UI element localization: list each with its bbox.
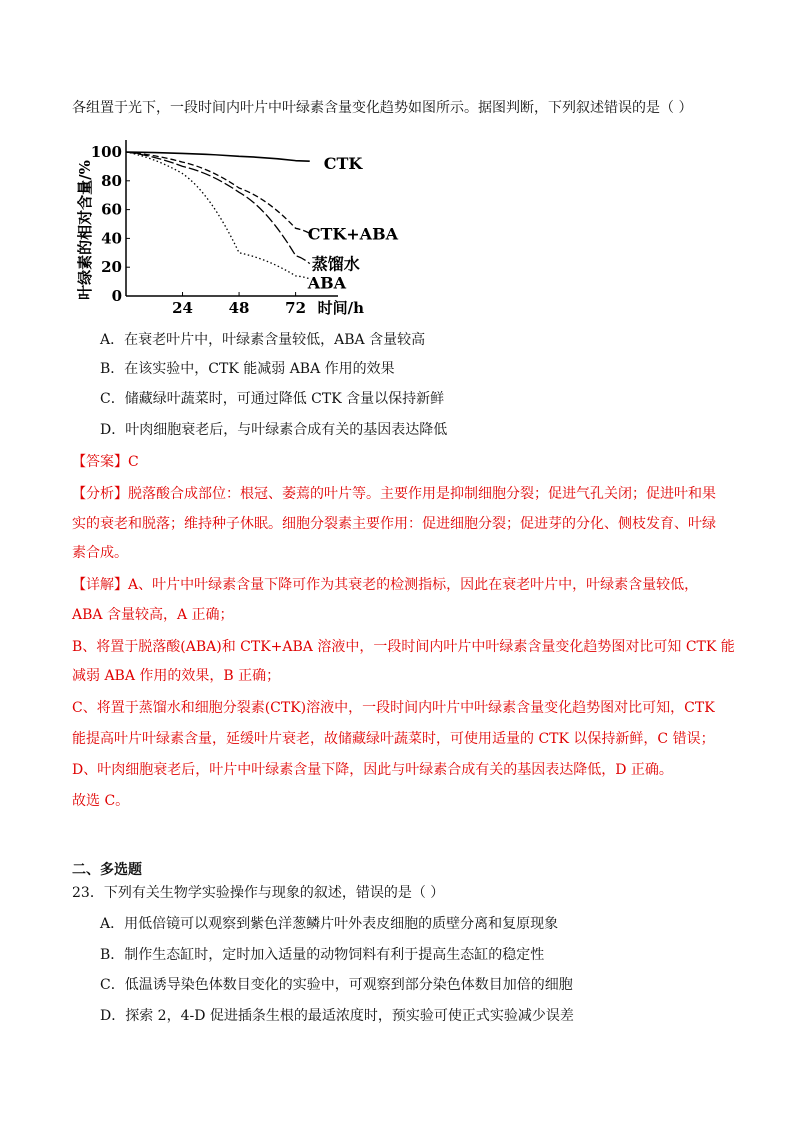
series-line-CTK+ABA	[126, 152, 310, 233]
analysis-line: 【分析】脱落酸合成部位：根冠、萎蔫的叶片等。主要作用是抑制细胞分裂；促进气孔关闭；促进叶和果	[72, 486, 716, 502]
detail-line: C、将置于蒸馏水和细胞分裂素(CTK)溶液中，一段时间内叶片中叶绿素含量变化趋势图对比可知，CTK	[72, 700, 715, 716]
y-tick-label: 20	[101, 258, 122, 277]
y-tick-label: 80	[101, 171, 122, 190]
q23-stem: 23．下列有关生物学实验操作与现象的叙述，错误的是（ ）	[72, 885, 445, 901]
option-a: A．在衰老叶片中，叶绿素含量较低，ABA 含量较高	[100, 332, 426, 348]
detail-line: 【详解】A、叶片中叶绿素含量下降可作为其衰老的检测指标，因此在衰老叶片中，叶绿素含量较低，	[72, 577, 699, 593]
option-c: C．储藏绿叶蔬菜时，可通过降低 CTK 含量以保持新鲜	[100, 391, 445, 407]
chlorophyll-chart	[68, 132, 399, 317]
series-label-CTK+ABA: CTK+ABA	[307, 224, 399, 244]
series-label-CTK: CTK	[323, 154, 363, 174]
y-tick-label: 100	[90, 143, 122, 161]
section-title: 二、多选题	[72, 862, 142, 878]
detail-line: 故选 C。	[72, 793, 130, 809]
x-tick-label: 48	[228, 299, 250, 317]
y-axis-label: 叶绿素的相对含量/%	[76, 160, 94, 300]
analysis-line: 素合成。	[72, 545, 128, 561]
q23-option-a: A．用低倍镜可以观察到紫色洋葱鳞片叶外表皮细胞的质壁分离和复原现象	[100, 916, 559, 932]
answer: 【答案】C	[72, 454, 139, 470]
detail-line: 能提高叶片叶绿素含量，延缓叶片衰老，故储藏绿叶蔬菜时，可使用适量的 CTK 以保持新鲜，C 错误；	[72, 731, 715, 747]
x-tick-label: 72	[285, 299, 307, 317]
x-axis-label: 时间/h	[317, 299, 364, 317]
series-line-蒸馏水	[126, 152, 310, 264]
q23-option-d: D．探索 2，4-D 促进插条生根的最适浓度时，预实验可使正式实验减少误差	[100, 1008, 574, 1024]
detail-line: ABA 含量较高，A 正确；	[72, 607, 234, 623]
detail-line: 减弱 ABA 作用的效果，B 正确；	[72, 668, 281, 684]
series-label-ABA: ABA	[307, 273, 347, 293]
series-label-蒸馏水: 蒸馏水	[311, 254, 360, 274]
question-intro: 各组置于光下，一段时间内叶片中叶绿素含量变化趋势如图所示。据图判断，下列叙述错误的是（ ）	[72, 100, 693, 116]
q23-option-b: B．制作生态缸时，定时加入适量的动物饲料有利于提高生态缸的稳定性	[100, 947, 545, 963]
y-tick-label: 60	[101, 200, 122, 219]
x-tick-label: 24	[172, 299, 193, 317]
option-d: D．叶肉细胞衰老后，与叶绿素合成有关的基因表达降低	[100, 422, 448, 438]
detail-line: D、叶肉细胞衰老后，叶片中叶绿素含量下降，因此与叶绿素合成有关的基因表达降低，D 正确。	[72, 762, 673, 778]
option-b: B．在该实验中，CTK 能减弱 ABA 作用的效果	[100, 361, 395, 377]
y-tick-label: 0	[111, 287, 122, 305]
detail-line: B、将置于脱落酸(ABA)和 CTK+ABA 溶液中，一段时间内叶片中叶绿素含量变化趋势图对比可知 CTK 能	[72, 639, 735, 655]
y-tick-label: 40	[101, 229, 122, 248]
analysis-line: 实的衰老和脱落；维持种子休眠。细胞分裂素主要作用：促进细胞分裂；促进芽的分化、侧枝发育、叶绿	[72, 516, 716, 532]
q23-option-c: C．低温诱导染色体数目变化的实验中，可观察到部分染色体数目加倍的细胞	[100, 977, 573, 993]
